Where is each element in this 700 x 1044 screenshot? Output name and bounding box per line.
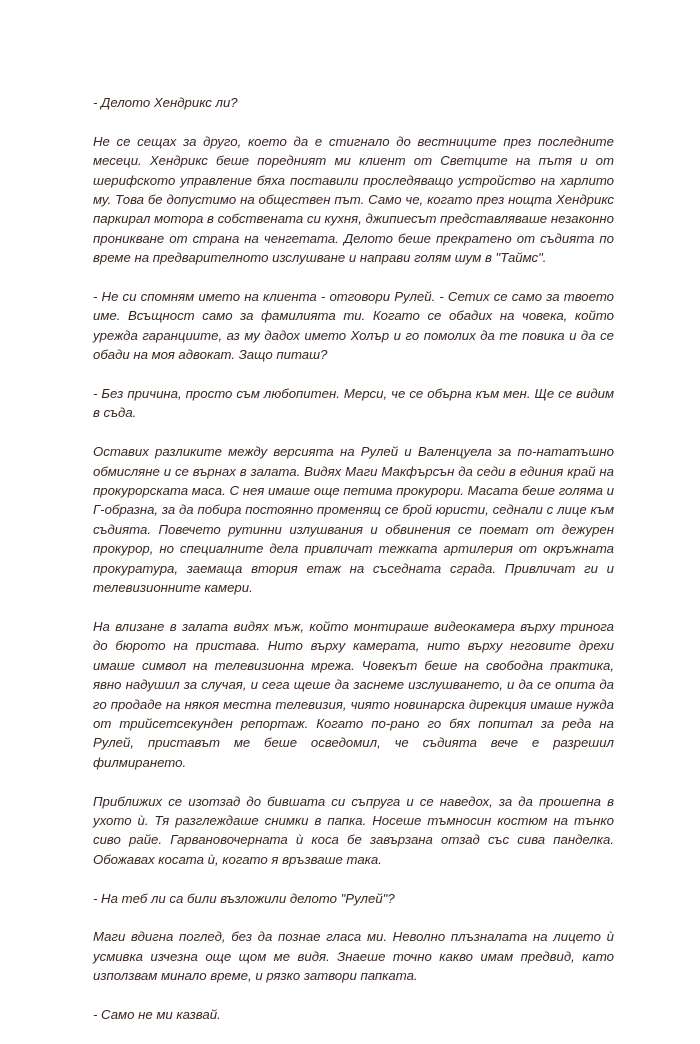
paragraph-roulet-reply: - Не си спомням името на клиента - отговори Рулей. - Сетих се само за твоето име. Всъщност само за фамилията ти. Когато се обадих на човека, който урежда гаранциите, аз му дадох името Холър и го помолих да те повика и да се обади на моя адвокат. Защо питаш? [93, 289, 614, 363]
paragraph-courtroom-prosecutors: Оставих разликите между версията на Рулей и Валенцуела за по-нататъшно обмисляне и се върнах в залата. Видях Маги Макфърсън да седи в единия край на прокурорската маса. С нея имаше още петима прокурори. Масата беше голяма и Г-образна, за да побира постоянно променящ се брой юристи, седнали с лице към съдията. Повечето рутинни излушвания и обвинения се поемат от дежурен прокурор, но специалните дела привличат тежката артилерия от окръжната прокуратура, заемаща втория етаж на съседната сграда. Привличат ги и телевизионните камери. [93, 444, 614, 596]
paragraph-hendricks-background: Не се сещах за друго, което да е стигнало до вестниците през последните месеци. Хендрикс беше поредният ми клиент от Светците на пътя и от шерифското управление бяха поставили проследяващо устройство на харлито му. Това бе допустимо на обществен път. Само че, когато през нощта Хендрикс паркирал мотора в собствената си кухня, джипиесът представляваше незаконно проникване от страна на ченгетата. Делото беше прекратено от съдията по време на предварителното изслушване и направи голям шум в "Таймс". [93, 133, 614, 266]
paragraph-cameraman: На влизане в залата видях мъж, който монтираше видеокамера върху тринога до бюрото на пристава. Нито върху камерата, нито върху неговите дрехи имаше символ на телевизионна мрежа. Човекът беше на свободна практика, явно надушил за случая, и сега щеше да заснеме изслушването, и да се опита да го продаде на някоя местна телевизия, чиято новинарска дирекция имаше нужда от трийсетсекунден репортаж. Когато по-рано го бях попитал за реда на Рулей, приставът ме беше осведомил, че съдията вече е разрешил филмирането. [93, 618, 614, 770]
document-page [93, 93, 614, 1044]
paragraph-see-you-in-court: - Без причина, просто съм любопитен. Мерси, че се обърна към мен. Ще се видим в съда. [93, 386, 614, 421]
paragraph-ex-wife: Приближих се изотзад до бившата си съпруга и се наведох, за да прошепна в ухото ѝ. Тя разглеждаше снимки в папка. Носеше тъмносин костюм на тънко сиво райе. Гарвановочерната ѝ коса бе завързана отзад със сива панделка. Обожавах косата ѝ, когато я връзваше така. [93, 793, 614, 867]
paragraph-maggie-reaction: Маги вдигна поглед, без да познае гласа ми. Неволно плъзналата на лицето ѝ усмивка изчезна още щом ме видя. Знаеше точно какво имам предвид, като използвам минало време, и рязко затвори папката. [93, 929, 614, 984]
paragraph-dialogue-hendricks-case: - Делото Хендрикс ли? [93, 95, 238, 110]
paragraph-dialogue-dont-tell-me: - Само не ми казвай. [93, 1006, 221, 1022]
paragraph-dialogue-roulet-case: - На теб ли са били възложили делото "Рулей"? [93, 890, 395, 906]
